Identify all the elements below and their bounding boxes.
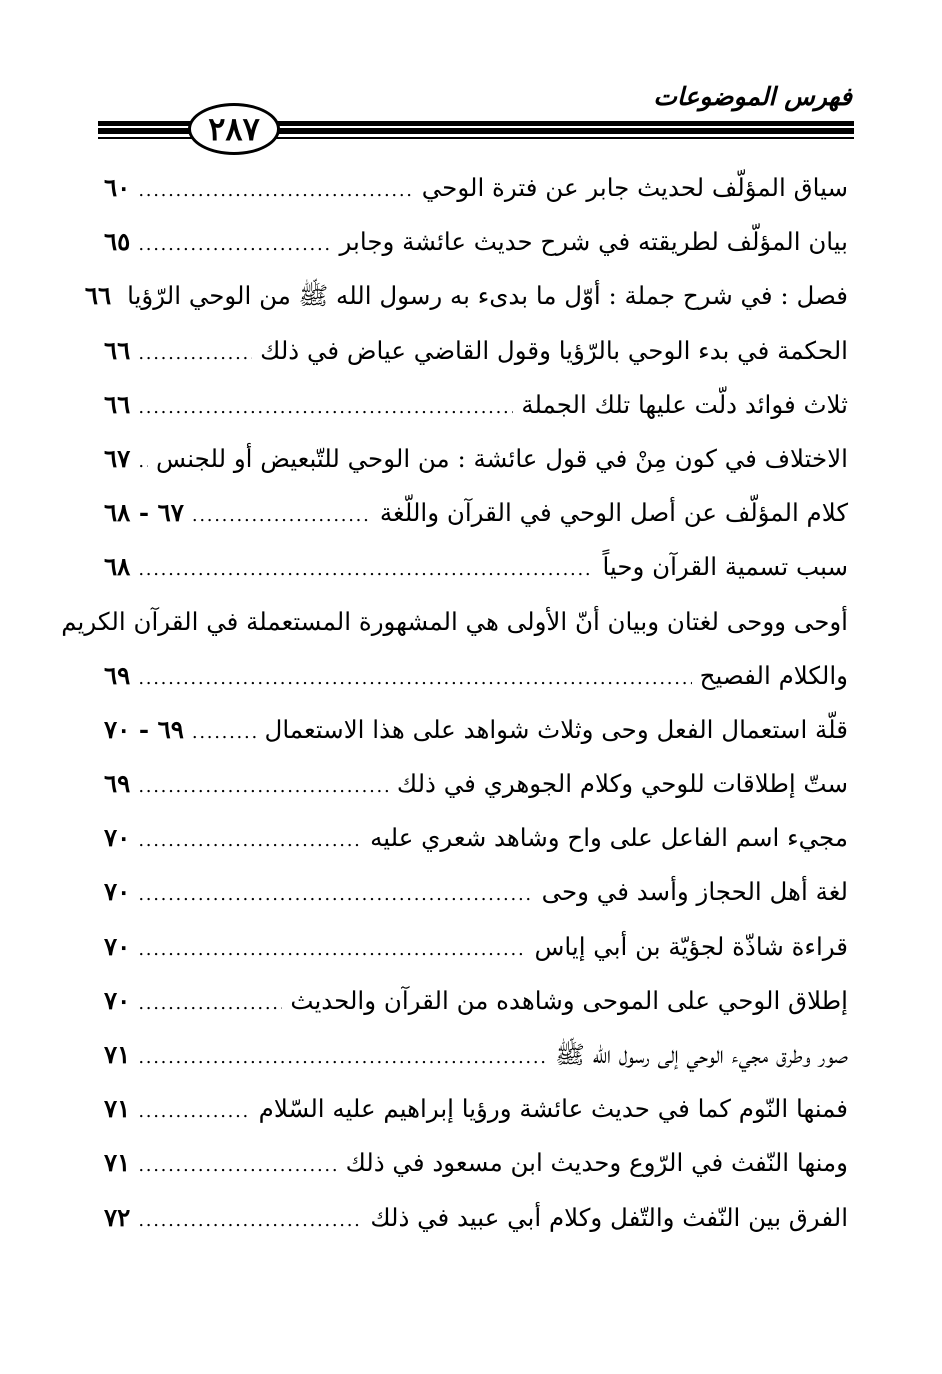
toc-entry-title: سياق المؤلّف لحديث جابر عن فترة الوحي [421,173,848,202]
running-title: فهرس الموضوعات [653,82,852,111]
toc-entry-page: ٦٨ [104,552,131,582]
toc-entry-title: قلّة استعمال الفعل وحى وثلاث شواهد على هذا الاستعمال [264,714,848,744]
toc-entry-page: ٧١ [104,1148,131,1178]
toc-entry-title: بيان المؤلّف لطريقته في شرح حديث عائشة وجابر [339,227,848,257]
toc-entry [104,986,848,1040]
dot-leader [138,559,594,580]
toc-entry-page: ٦٩ [104,660,131,690]
toc-entry-title: فصل : في شرح جملة : أوّل ما بدىء به رسول الله ﷺ من الوحي الرّؤيا [127,281,848,311]
toc-entry [104,173,848,227]
dot-leader [138,234,331,255]
toc-entry-title: صور وطرق مجيء الوحي إلى رسول الله ﷺ [555,1040,848,1069]
toc-entry-title: كلام المؤلّف عن أصل الوحي في القرآن واللّغة [379,498,848,528]
toc-entry [104,1040,848,1094]
dot-leader [138,830,362,851]
toc-entry-page: ٦٧ [104,443,131,473]
toc-entry-title: الاختلاف في كون مِنْ في قول عائشة : من الوحي للتّبعيض أو للجنس [156,443,848,473]
toc-entry [104,877,848,931]
toc-entry [61,606,848,661]
dot-leader [138,939,526,960]
toc-entry-title: لغة أهل الحجاز وأسد في وحى [541,877,848,907]
toc-entry-page: ٦٧ - ٦٨ [104,498,184,528]
toc-entry-title: الفرق بين النّفث والتّفل وكلام أبي عبيد في ذلك [370,1202,848,1232]
dot-leader [138,1047,547,1068]
toc-entry-title: ثلاث فوائد دلّت عليها تلك الجملة [521,389,848,419]
toc-entry-page: ٧١ [104,1040,131,1069]
toc-entry [104,823,848,877]
toc-entry-page: ٧٠ [104,931,131,961]
dot-leader [138,1101,250,1122]
toc-entry-page: ٧٠ [104,823,131,853]
toc-entry [104,1148,848,1202]
toc-entry [104,552,848,606]
page-number-badge: ٢٨٧ [188,103,280,155]
toc-entry-title: ومنها النّفث في الرّوع وحديث ابن مسعود في ذلك [345,1148,848,1178]
dot-leader [138,180,413,201]
toc-entry [104,390,848,444]
toc-entry-page: ٧٠ [104,877,131,907]
dot-leader [138,343,252,364]
toc-entry [104,227,848,281]
toc-entry [104,498,848,552]
toc-entry-title: فمنها النّوم كما في حديث عائشة ورؤيا إبراهيم عليه السّلام [258,1094,848,1124]
toc-entry-page: ٧١ [104,1094,131,1124]
toc-entry-title: إطلاق الوحي على الموحى وشاهده من القرآن والحديث [290,985,848,1015]
toc-entry-title: والكلام الفصيح [699,660,848,690]
toc-entry-page: ٦٠ [104,173,131,202]
toc-entry-title: ستّ إطلاقات للوحي وكلام الجوهري في ذلك [396,769,848,799]
toc-entry-page: ٧٢ [104,1202,131,1232]
dot-leader [138,993,282,1014]
toc-entry-title: الحكمة في بدء الوحي بالرّؤيا وقول القاضي عياض في ذلك [260,335,848,365]
toc-entry-page: ٦٩ [104,769,131,799]
toc-entry-title: أوحى ووحى لغتان وبيان أنّ الأولى هي المشهورة المستعملة في القرآن الكريم [61,606,848,636]
dot-leader [192,505,372,526]
toc-entry [104,1094,848,1148]
toc-entry-page: ٦٩ - ٧٠ [104,714,184,744]
toc-entry-title: سبب تسمية القرآن وحياً [602,552,848,582]
toc-entry-page: ٦٦ [104,335,131,365]
toc-entry-title: مجيء اسم الفاعل على واح وشاهد شعري عليه [370,823,848,853]
toc-entry [104,661,848,715]
toc-entry [104,715,848,769]
toc-entry [104,336,848,390]
table-of-contents [61,173,848,1257]
dot-leader [138,451,148,472]
dot-leader [138,1155,337,1176]
toc-entry-page: ٦٦ [84,281,112,311]
toc-entry [104,932,848,986]
toc-entry [104,769,848,823]
dot-leader [138,1210,362,1231]
toc-entry [104,444,848,498]
dot-leader [138,397,513,418]
toc-entry [84,281,848,335]
toc-entry-title: قراءة شاذّة لجؤيّة بن أبي إياس [534,931,848,961]
dot-leader [138,668,691,689]
dot-leader [138,884,533,905]
dot-leader [138,776,389,797]
toc-entry-page: ٦٦ [104,389,131,419]
toc-entry-page: ٦٥ [104,227,131,257]
dot-leader [192,722,257,743]
toc-entry [104,1203,848,1257]
toc-entry-page: ٧٠ [104,985,131,1015]
